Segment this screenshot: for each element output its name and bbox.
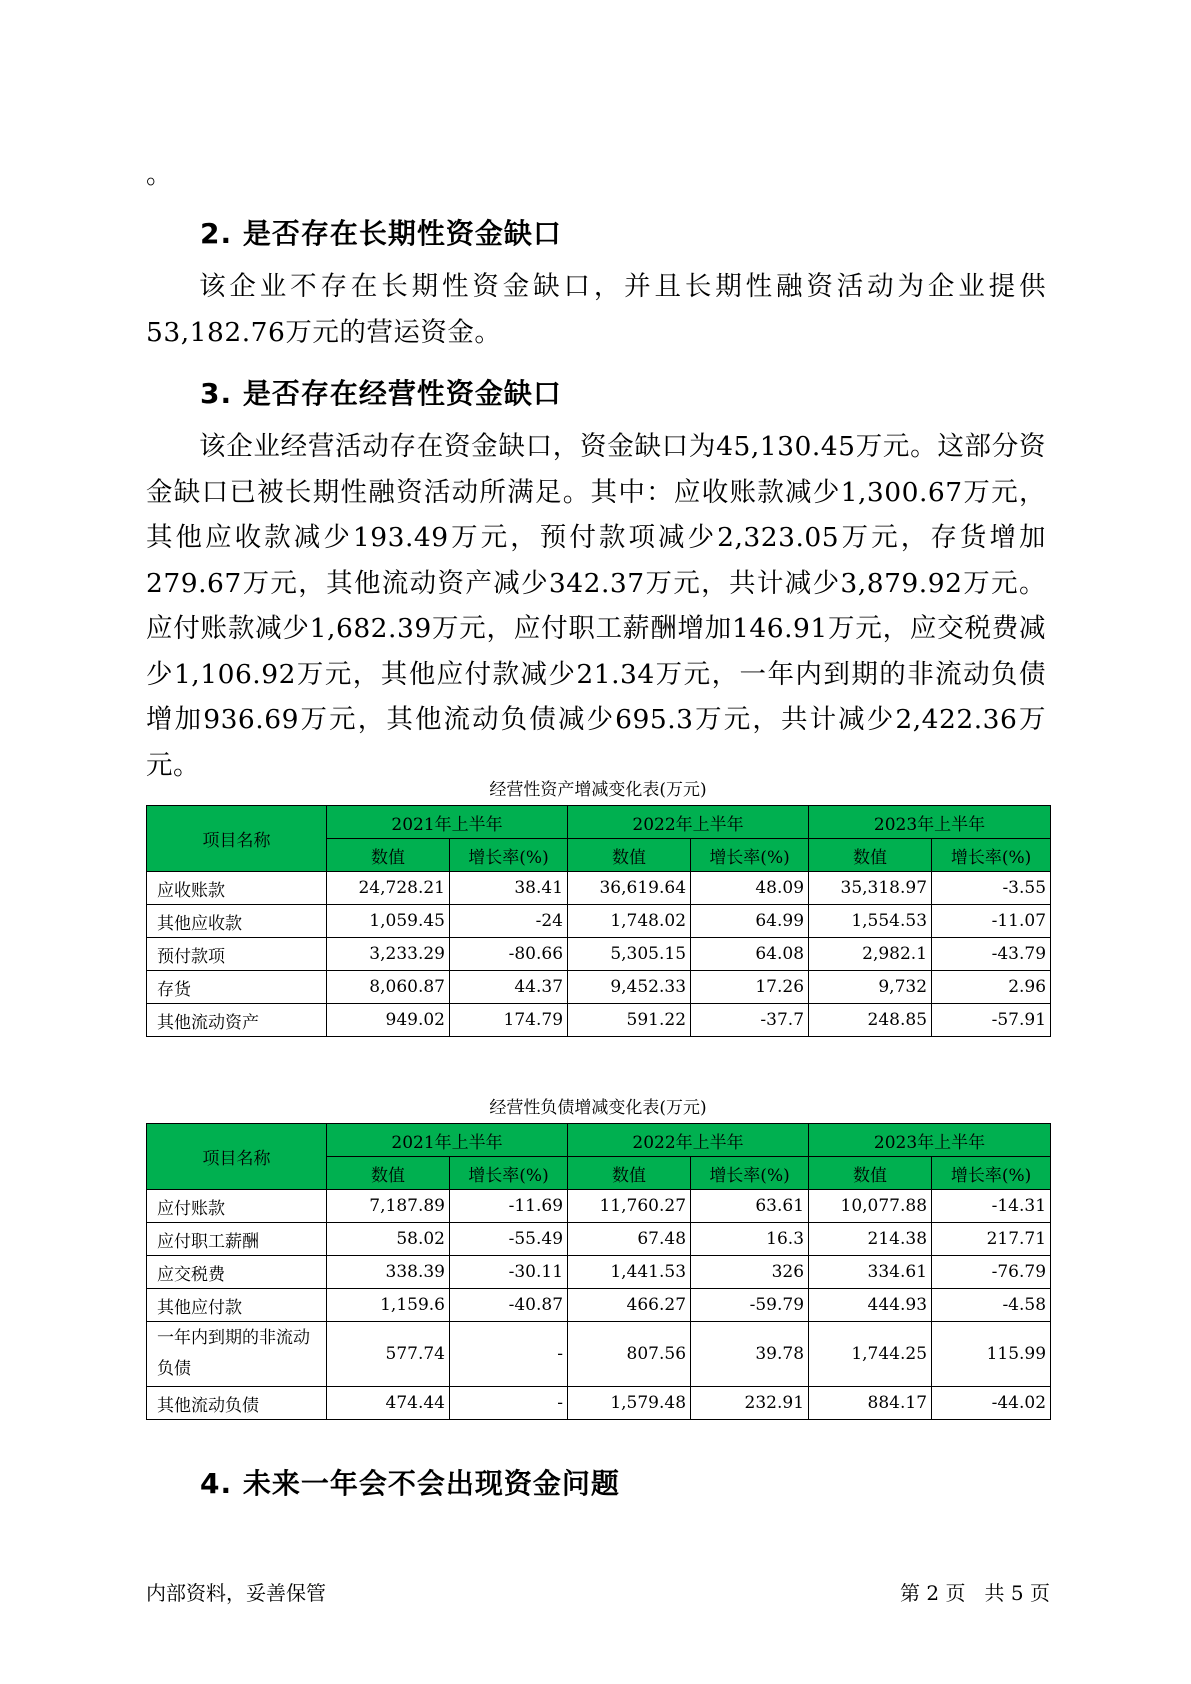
section-4-heading: 4. 未来一年会不会出现资金问题 [200, 1467, 620, 1500]
cell: 326 [691, 1256, 809, 1289]
section-3-heading: 3. 是否存在经营性资金缺口 [200, 377, 562, 410]
row-name: 一年内到期的非流动负债 [147, 1322, 327, 1387]
row-name: 其他流动资产 [147, 1004, 327, 1037]
cell: 39.78 [691, 1322, 809, 1387]
cell: 63.61 [691, 1190, 809, 1223]
cell: -11.69 [450, 1190, 568, 1223]
cell: 1,748.02 [568, 905, 691, 938]
cell: 1,441.53 [568, 1256, 691, 1289]
cell: 7,187.89 [327, 1190, 450, 1223]
name-header: 项目名称 [147, 1124, 327, 1190]
growth-header: 增长率(%) [932, 1157, 1051, 1190]
cell: 44.37 [450, 971, 568, 1004]
liability-table-caption: 经营性负债增减变化表(万元) [489, 1098, 707, 1118]
cell: 9,452.33 [568, 971, 691, 1004]
cell: 466.27 [568, 1289, 691, 1322]
cell: 115.99 [932, 1322, 1051, 1387]
row-name: 其他应收款 [147, 905, 327, 938]
cell: -40.87 [450, 1289, 568, 1322]
growth-header: 增长率(%) [691, 839, 809, 872]
value-header: 数值 [568, 839, 691, 872]
table-row [147, 971, 1051, 1004]
cell: 214.38 [809, 1223, 932, 1256]
period-header: 2021年上半年 [327, 806, 568, 839]
period-header: 2023年上半年 [809, 1124, 1051, 1157]
row-name: 预付款项 [147, 938, 327, 971]
row-name: 其他流动负债 [147, 1387, 327, 1420]
footer-confidential-note: 内部资料，妥善保管 [146, 1581, 326, 1605]
cell: 1,744.25 [809, 1322, 932, 1387]
cell: 1,159.6 [327, 1289, 450, 1322]
cell: 3,233.29 [327, 938, 450, 971]
cell: - [450, 1387, 568, 1420]
table-row [147, 905, 1051, 938]
cell: 2,982.1 [809, 938, 932, 971]
operating-assets-table [146, 805, 1051, 1037]
cell: 48.09 [691, 872, 809, 905]
growth-header: 增长率(%) [691, 1157, 809, 1190]
cell: -3.55 [932, 872, 1051, 905]
table-row [147, 1223, 1051, 1256]
cell: 17.26 [691, 971, 809, 1004]
cell: -55.49 [450, 1223, 568, 1256]
cell: 5,305.15 [568, 938, 691, 971]
cell: 217.71 [932, 1223, 1051, 1256]
row-name: 应付职工薪酬 [147, 1223, 327, 1256]
operating-liabilities-table [146, 1123, 1051, 1420]
cell: 11,760.27 [568, 1190, 691, 1223]
cell: 884.17 [809, 1387, 932, 1420]
cell: 248.85 [809, 1004, 932, 1037]
value-header: 数值 [809, 839, 932, 872]
table-row [147, 1004, 1051, 1037]
cell: 2.96 [932, 971, 1051, 1004]
row-name: 其他应付款 [147, 1289, 327, 1322]
cell: 16.3 [691, 1223, 809, 1256]
cell: 9,732 [809, 971, 932, 1004]
cell: 58.02 [327, 1223, 450, 1256]
cell: 10,077.88 [809, 1190, 932, 1223]
cell: 1,059.45 [327, 905, 450, 938]
cell: 232.91 [691, 1387, 809, 1420]
period-header: 2022年上半年 [568, 806, 809, 839]
cell: 67.48 [568, 1223, 691, 1256]
asset-table-caption: 经营性资产增减变化表(万元) [489, 780, 707, 800]
cell: 38.41 [450, 872, 568, 905]
cell: -14.31 [932, 1190, 1051, 1223]
table-row [147, 1190, 1051, 1223]
row-name: 存货 [147, 971, 327, 1004]
cell: -37.7 [691, 1004, 809, 1037]
cell: - [450, 1322, 568, 1387]
value-header: 数值 [327, 1157, 450, 1190]
period-header: 2023年上半年 [809, 806, 1051, 839]
growth-header: 增长率(%) [450, 839, 568, 872]
period-header: 2022年上半年 [568, 1124, 809, 1157]
section-2-heading: 2. 是否存在长期性资金缺口 [200, 217, 562, 250]
cell: 949.02 [327, 1004, 450, 1037]
cell: -57.91 [932, 1004, 1051, 1037]
cell: -76.79 [932, 1256, 1051, 1289]
cell: -11.07 [932, 905, 1051, 938]
section-3-paragraph: 该企业经营活动存在资金缺口，资金缺口为45,130.45万元。这部分资金缺口已被长期性融资活动所满足。其中：应收账款减少1,300.67万元，其他应收款减少193.49万元，预付款项减少2,323.05万元，存货增加279.67万元，其他流动资产减少342.37万元，共计减少3,879.92万元。应付账款减少1,682.39万元，应付职工薪酬增加146.91万元，应交税费减少1,106.92万元，其他应付款减少21.34万元，一年内到期的非流动负债增加936.69万元，其他流动负债减少695.3万元，共计减少2,422.36万元。 [146, 431, 1046, 781]
cell: 8,060.87 [327, 971, 450, 1004]
cell: 591.22 [568, 1004, 691, 1037]
cell: -43.79 [932, 938, 1051, 971]
value-header: 数值 [568, 1157, 691, 1190]
value-header: 数值 [809, 1157, 932, 1190]
table-row [147, 938, 1051, 971]
cell: -44.02 [932, 1387, 1051, 1420]
name-header: 项目名称 [147, 806, 327, 872]
cell: 174.79 [450, 1004, 568, 1037]
cell: 338.39 [327, 1256, 450, 1289]
table-row [147, 1256, 1051, 1289]
growth-header: 增长率(%) [932, 839, 1051, 872]
cell: -30.11 [450, 1256, 568, 1289]
cell: 334.61 [809, 1256, 932, 1289]
section-2-paragraph: 该企业不存在长期性资金缺口，并且长期性融资活动为企业提供53,182.76万元的营运资金。 [146, 271, 1046, 348]
table-row [147, 872, 1051, 905]
cell: -59.79 [691, 1289, 809, 1322]
cell: 64.99 [691, 905, 809, 938]
row-name: 应收账款 [147, 872, 327, 905]
value-header: 数值 [327, 839, 450, 872]
cell: 577.74 [327, 1322, 450, 1387]
cell: 1,579.48 [568, 1387, 691, 1420]
row-name: 应交税费 [147, 1256, 327, 1289]
cell: 807.56 [568, 1322, 691, 1387]
table-row [147, 1289, 1051, 1322]
cell: -24 [450, 905, 568, 938]
cell: 36,619.64 [568, 872, 691, 905]
table-row [147, 1387, 1051, 1420]
growth-header: 增长率(%) [450, 1157, 568, 1190]
table-row [147, 1322, 1051, 1387]
cell: 444.93 [809, 1289, 932, 1322]
cell: 35,318.97 [809, 872, 932, 905]
cell: -80.66 [450, 938, 568, 971]
cell: 1,554.53 [809, 905, 932, 938]
row-name: 应付账款 [147, 1190, 327, 1223]
cell: -4.58 [932, 1289, 1051, 1322]
cell: 474.44 [327, 1387, 450, 1420]
cell: 24,728.21 [327, 872, 450, 905]
carryover-punctuation: 。 [146, 160, 173, 190]
period-header: 2021年上半年 [327, 1124, 568, 1157]
cell: 64.08 [691, 938, 809, 971]
footer-page-number: 第 2 页 共 5 页 [900, 1581, 1050, 1605]
